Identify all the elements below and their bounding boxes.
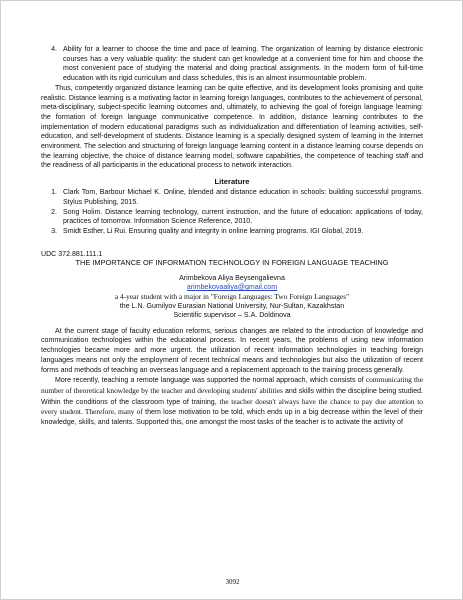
reference-number: 2. <box>51 208 57 216</box>
reference-item <box>41 188 423 207</box>
author-affiliation-line1: a 4-year student with a major in "Foreign Languages: Two Foreign Languages" <box>114 292 350 302</box>
body-paragraph <box>41 375 423 428</box>
body-text-segment: and skills within the discipline being studied. Within the conditions of the classroom type of training, <box>41 387 423 406</box>
body-text-segment: the teacher doesn't always have the chance to pay due attention to every student. Therefore, many of <box>41 396 424 417</box>
body-text-segment: them lose motivation to be told, which ends up in a big decrease within the level of their knowledge, skills, and talents. Supported this, one amongst the most tasks of the teacher is to activate the activity of <box>41 409 423 427</box>
page-number: 3092 <box>225 578 240 586</box>
reference-text: Song Holim. Distance learning technology, current instruction, and the future of education: applications of today, practices of tomorrow. Information Science Reference, 2010. <box>63 208 423 226</box>
body-text-segment: communicating the number of theoretical knowledge by the teacher and developing students' abilities <box>41 375 424 395</box>
list-item-number: 4. <box>51 46 57 53</box>
scientific-supervisor: Scientific supervisor – S.A. Doldinova <box>173 312 291 320</box>
list-item-text: Ability for a learner to choose the time and pace of learning. The organization of learning by distance electronic courses has a very valuable quality: the student can get knowledge at a convenient time for him and choose the most convenient pace of studying the material and doing practical assignments. In the modern form of full-time education with its rigid curriculum and class schedules, this is an almost insurmountable problem. <box>63 46 423 83</box>
author-affiliation-line2: the L.N. Gumilyov Eurasian National University, Nur-Sultan, Kazakhstan <box>119 302 345 310</box>
reference-text: Clark Tom, Barbour Michael K. Online, blended and distance education in schools: building successful programs. Stylus Publishing, 2015. <box>63 189 423 206</box>
author-email-link[interactable]: arimbekovaaliya@gmail.com <box>186 284 278 292</box>
reference-item <box>41 227 423 237</box>
reference-number: 3. <box>51 227 57 235</box>
author-email-row <box>41 283 423 292</box>
body-text-segment: More recently, teaching a remote language was supported the normal approach, which consists of <box>55 377 364 385</box>
literature-heading: Literature <box>214 177 250 187</box>
reference-item <box>41 208 423 227</box>
list-item <box>41 45 423 84</box>
article-title: THE IMPORTANCE OF INFORMATION TECHNOLOGY IN FOREIGN LANGUAGE TEACHING <box>75 257 389 267</box>
udc-code: UDC 372.881.111.1 <box>41 250 103 258</box>
conclusion-paragraph: Thus, competently organized distance learning can be quite effective, and its development looks promising and quite realistic. Distance learning is a motivating factor in learning foreign languages, contributes to the achievement of personal, meta-disciplinary, subject-specific learning outcomes and, ultimately, to achieving the goal of foreign language learning: the formation of foreign language communicative competence. In addition, distance learning contributes to the implementation of modern educational paradigms such as individualization and differentiation of learning activities, self-education, and self-development of students. Distance learning is a specially designed system of learning in the Internet environment. The selection and structuring of foreign language learning content in a distance learning course depends on the learning objective, the choice of distance learning model, software capabilities, the competence of teaching staff and the readiness of all participants in the educational process to network interaction. <box>41 84 423 170</box>
body-paragraph: At the current stage of faculty education reforms, serious changes are related to the introduction of knowledge and communication technologies within the educational process. In recent years, the problems of using new information technologies became more and more urgent. the utilization of recent information technologies in teaching foreign languages means not only the employment of recent technical means and technologies but also the utilization of recent forms and methods of teaching an overseas language and a replacement approach to the training process generally. <box>41 327 423 374</box>
page-content <box>41 45 423 428</box>
reference-text: Smidt Esther, Li Rui. Ensuring quality and integrity in online learning programs. IGI Global, 2019. <box>63 227 364 235</box>
author-name: Arimbekova Aliya Beysengalievna <box>179 274 285 282</box>
reference-number: 1. <box>51 189 57 197</box>
